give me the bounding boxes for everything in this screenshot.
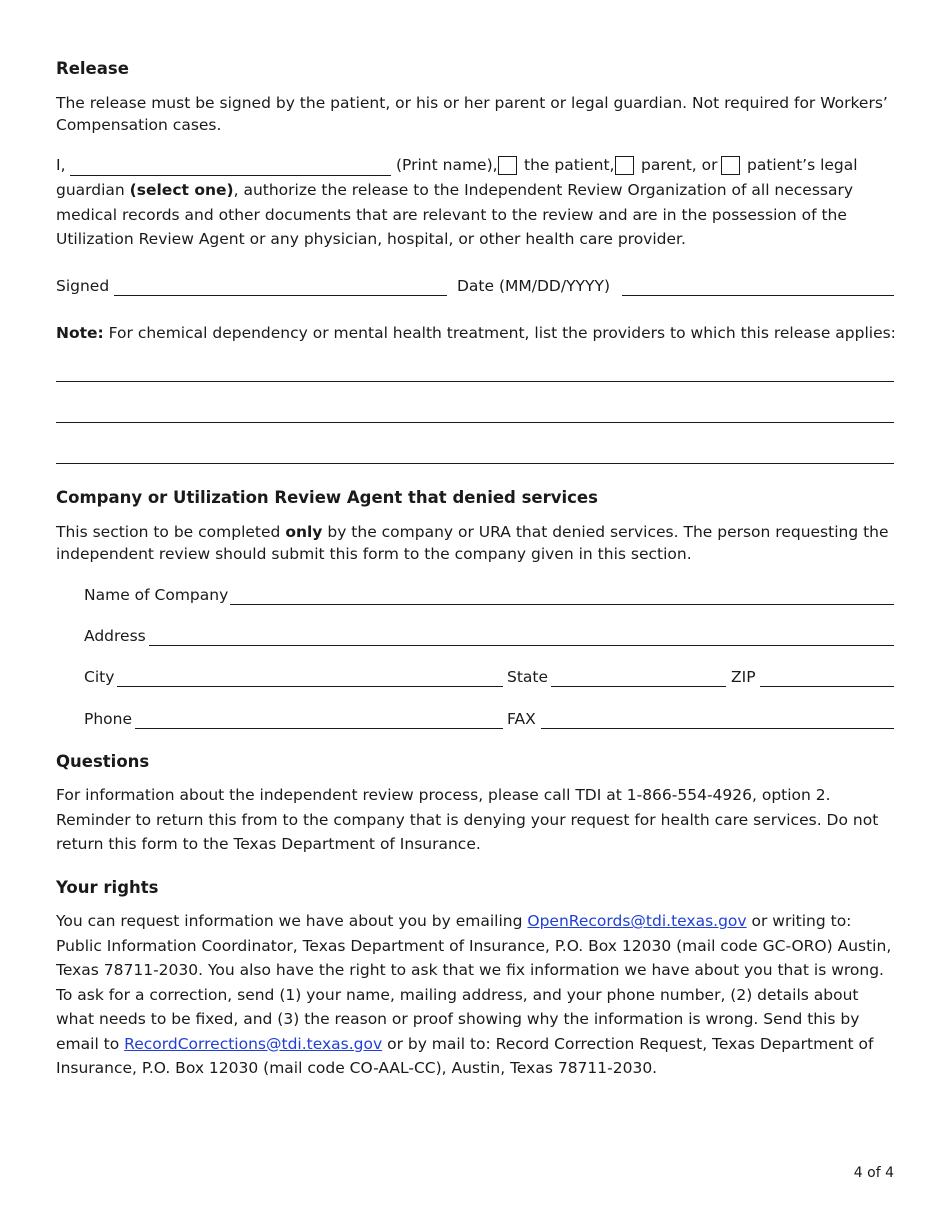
provider-line-2[interactable] [56,422,894,423]
phone-field[interactable] [135,708,503,729]
zip-field[interactable] [760,666,894,687]
release-intro: The release must be signed by the patient, or his or her parent or legal guardian. Not required for Workers’ Compensation cases. [56,94,888,134]
patient-label: the patient, [524,156,615,174]
date-field[interactable] [622,275,894,296]
note-paragraph [56,322,901,344]
authorize-paragraph [56,178,901,252]
rights-text-3: or by mail to: Record Correction Request, Texas Department of Insurance, P.O. Box 12030 (mail code CO-AAL-CC), Austin, Texas 78711-2030. [56,1034,874,1077]
select-one: (select one) [129,181,234,199]
address-label: Address [84,627,146,645]
record-corrections-email-link[interactable]: RecordCorrections@tdi.texas.gov [124,1034,383,1053]
questions-heading: Questions [56,752,150,771]
rights-text-1: You can request information we have about you by emailing [56,912,528,930]
print-name-field[interactable] [70,155,391,176]
provider-line-1[interactable] [56,381,894,382]
parent-label: parent, or [641,156,718,174]
fax-label: FAX [507,710,536,728]
city-field[interactable] [117,666,503,687]
signed-label: Signed [56,277,110,295]
company-intro-pre: This section to be completed [56,523,286,541]
questions-text: For information about the independent review process, please call TDI at 1-866-554-4926, option 2. Reminder to return this from to the company that is denying your request for health care services. Do not return this form to the Texas Department of Insurance. [56,786,879,853]
company-heading: Company or Utilization Review Agent that denied services [56,488,598,507]
zip-label: ZIP [731,668,756,686]
provider-line-3[interactable] [56,463,894,464]
rights-text-2: or writing to: Public Information Coordinator, Texas Department of Insurance, P.O. Box 12030 (mail code GC-ORO) Austin, Texas 78711-2030. You also have the right to ask that we fix information we have about you that is wrong. To ask for a correction, send (1) your name, mailing address, and your phone number, (2) details about what needs to be fixed, and (3) the reason or proof showing why the information is wrong. Send this by email to [56,912,892,1053]
company-intro [56,521,901,565]
city-label: City [84,668,115,686]
rights-heading: Your rights [56,878,159,897]
parent-checkbox[interactable] [615,156,634,175]
date-label: Date (MM/DD/YYYY) [457,277,611,295]
release-heading: Release [56,59,129,78]
address-field[interactable] [149,625,894,646]
state-field[interactable] [551,666,726,687]
company-name-field[interactable] [230,584,894,605]
note-text: For chemical dependency or mental health treatment, list the providers to which this release applies: [103,324,896,342]
phone-label: Phone [84,710,133,728]
company-intro-post: by the company or URA that denied services. The person requesting the independent review should submit this form to the company given in this section. [56,523,889,563]
signature-field[interactable] [114,275,447,296]
company-name-label: Name of Company [84,586,229,604]
open-records-email-link[interactable]: OpenRecords@tdi.texas.gov [527,912,747,930]
page-number: 4 of 4 [853,1165,894,1181]
company-intro-bold: only [285,523,323,541]
fax-field[interactable] [541,708,894,729]
note-bold: Note: [56,324,104,342]
i-label: I, [56,156,66,174]
guardian-word: guardian [56,181,125,199]
guardian-checkbox[interactable] [721,156,740,175]
state-label: State [507,668,549,686]
rights-paragraph [56,909,901,1081]
guardian-label: patient’s legal [747,156,858,174]
patient-checkbox[interactable] [498,156,517,175]
authorize-text: , authorize the release to the Independent Review Organization of all necessary medical records and other documents that are relevant to the review and are in the possession of the Utilization Review Agent or any physician, hospital, or other health care provider. [56,181,854,248]
print-name-label: (Print name), [396,156,498,174]
